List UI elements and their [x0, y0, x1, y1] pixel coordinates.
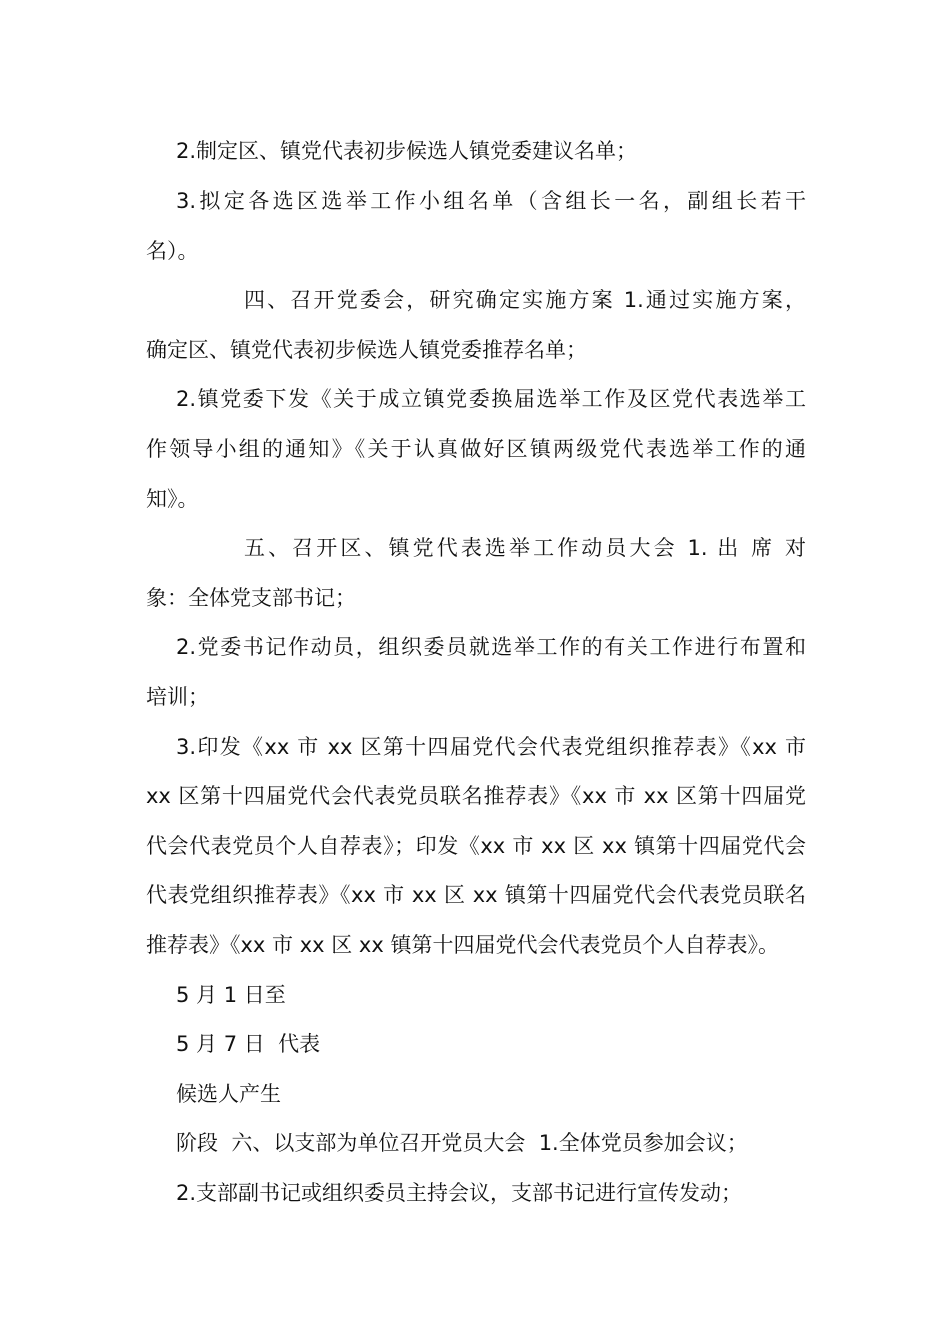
section-heading: 阶段 六、以支部为单位召开党员大会 1.全体党员参加会议；	[176, 1131, 748, 1155]
text-line: 推荐表》《xx 市 xx 区 xx 镇第十四届党代会代表党员个人自荐表》。	[146, 933, 779, 957]
text-line: 2.制定区、镇党代表初步候选人镇党委建议名单；	[176, 139, 638, 163]
text-line: 5 月 7 日 代表	[176, 1032, 321, 1056]
section-heading: 四、召开党委会，研究确定实施方案 1.通过实施方案，	[244, 288, 806, 312]
text-line: 作领导小组的通知》《关于认真做好区镇两级党代表选举工作的通	[146, 437, 806, 461]
text-line: 代表党组织推荐表》《xx 市 xx 区 xx 镇第十四届党代会代表党员联名	[146, 883, 806, 907]
text-line: 候选人产生	[176, 1082, 281, 1106]
text-line: 2.镇党委下发《关于成立镇党委换届选举工作及区党代表选举工	[176, 387, 806, 411]
text-line: 名）。	[146, 239, 199, 263]
text-line: 3.印发《xx 市 xx 区第十四届党代会代表党组织推荐表》《xx 市	[176, 735, 806, 759]
text-line: 培训；	[146, 685, 209, 709]
text-line: 5 月 1 日至	[176, 983, 286, 1007]
text-line: 确定区、镇党代表初步候选人镇党委推荐名单；	[146, 338, 587, 362]
text-line: 象：全体党支部书记；	[146, 586, 356, 610]
text-line: 2.党委书记作动员，组织委员就选举工作的有关工作进行布置和	[176, 635, 806, 659]
text-line: 2.支部副书记或组织委员主持会议，支部书记进行宣传发动；	[176, 1181, 743, 1205]
text-line: 知》。	[146, 487, 199, 511]
section-heading: 五、召开区、镇党代表选举工作动员大会 1. 出 席 对	[244, 536, 806, 560]
text-line: 代会代表党员个人自荐表》；印发《xx 市 xx 区 xx 镇第十四届党代会	[146, 834, 806, 858]
text-line: 3.拟定各选区选举工作小组名单（含组长一名，副组长若干	[176, 189, 806, 213]
text-line: xx 区第十四届党代会代表党员联名推荐表》《xx 市 xx 区第十四届党	[146, 784, 806, 808]
